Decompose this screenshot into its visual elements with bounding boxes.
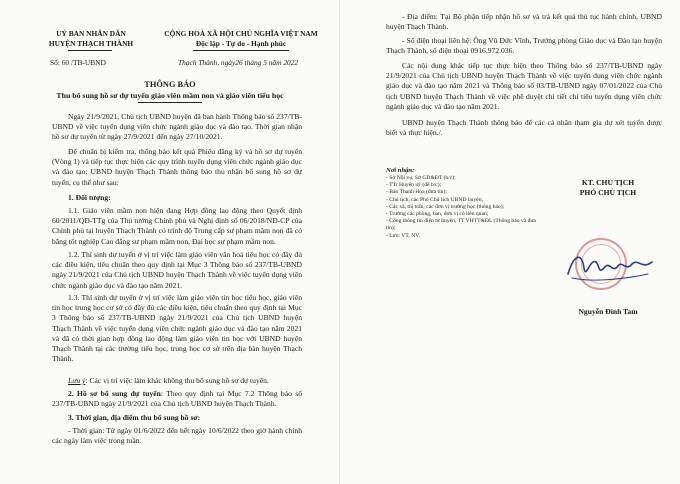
nation-line2: Độc lập - Tự do - Hạnh phúc — [195, 38, 287, 48]
right-para-4: UBND huyện Thạch Thành thông báo để các cá nhân tham gia dự xét tuyển được biết và thực hiện./. — [386, 118, 662, 138]
recipients-label: Nơi nhận: — [386, 167, 415, 174]
header-org — [36, 29, 146, 48]
doc-title: THÔNG BÁO — [144, 80, 196, 89]
handwritten-signature — [560, 244, 660, 288]
para-2: Để chuẩn bị kiểm tra, thông báo kết quả Phiếu đăng ký và hồ sơ dự tuyển (Vòng 1) và tiếp tục thực hiện các quy trình tuyển dụng viên chức ngành giáo dục và đào tạo; UBND huyện Thạch Thành thông báo thu nhận bổ sung hồ sơ dự tuyển, cụ thể như sau: — [52, 147, 302, 187]
heading-3: 3. Thời gian, địa điểm thu bổ sung hồ sơ: — [68, 413, 201, 422]
heading-1: 1. Đối tượng: — [68, 193, 111, 202]
doc-date: Thạch Thành, ngày26 tháng 5 năm 2022 — [178, 58, 299, 67]
recipient-item: - Trường các phòng, ban, đơn vị có liên quan; — [386, 211, 489, 218]
doc-number: Số: 60 /TB-UBND — [50, 58, 106, 67]
org-underline — [68, 50, 112, 51]
signature-line2: PHÓ CHỦ TỊCH — [579, 188, 637, 197]
doc-subtitle: Thu bổ sung hồ sơ dự tuyển giáo viên mầm non và giáo viên tiểu học — [56, 91, 284, 100]
org-line2: HUYỆN THẠCH THÀNH — [48, 38, 134, 48]
recipient-item: - Cổng thông tin điện tử huyện, TT VHTT&ĐL (Thông báo và đưa tin); — [386, 218, 536, 232]
recipient-item: - Các xã, thị trấn, các đơn vị trường học (thông báo); — [386, 203, 505, 210]
recipient-item: - Lưu: VT, NV. — [386, 232, 420, 239]
signer-name: Nguyễn Đình Tam — [578, 307, 638, 316]
title-underline — [138, 102, 202, 103]
para-3: 1.1. Giáo viên mầm non hiện đang Hợp đồng lao động theo Quyết định 60/2011/QĐ-TTg của Thủ tướng Chính phủ và Nghị định số 06/2018/NĐ-CP của Chính phủ tại huyện Thạch Thành có trình độ Trung cấp sư phạm mầm non đã có bằng tốt nghiệp Cao đẳng sư phạm mầm non, Đại học sư phạm mầm non. — [52, 206, 302, 246]
right-para-1: - Địa điểm: Tại Bộ phận tiếp nhận hồ sơ và trả kết quả thủ tục hành chính, UBND huyện Thạch Thành. — [386, 12, 662, 32]
signature-line1: KT. CHỦ TỊCH — [581, 178, 635, 187]
recipient-item: - TTr Huyện uỷ (để b/c); — [386, 182, 442, 189]
para-1: Ngày 21/9/2021, Chủ tịch UBND huyện đã ban hành Thông báo số 237/TB-UBND về việc tuyển dụng viên chức ngành giáo dục và đào tạo. Thời gian nhận hồ sơ dự tuyển từ ngày 27/9/2021 đến ngày 27/10/2021. — [52, 112, 302, 142]
org-line1: UỶ BAN NHÂN DÂN — [56, 29, 126, 38]
nation-underline — [193, 50, 289, 51]
header-nation — [148, 29, 334, 48]
para-5: 1.3. Thí sinh dự tuyển ở vị trí việc làm giáo viên tin học tiểu học, giáo viên tin học trung học cơ sở có đầy đủ các điều kiện, tiêu chuẩn theo quy định tại Mục 3 Thông báo số 237/TB-UBND ngày 21/9/2021 của Chủ tịch UBND huyện Thạch Thành về việc tuyển dụng viên chức ngành giáo dục và đào tạo năm 2021 và đã có thời gian hợp đồng lao động làm giáo viên tin học với UBND huyện Thạch Thành tại các trường tiểu học, trung học cơ sở trên địa bàn huyện Thạch Thành. — [52, 293, 302, 364]
para-7: - Thời gian: Từ ngày 01/6/2022 đến hết ngày 10/6/2022 theo giờ hành chính các ngày làm việc trong tuần. — [52, 426, 302, 446]
note-text: : Các vị trí việc làm khác không thu bổ sung hồ sơ dự tuyển. — [85, 376, 269, 385]
signature-title — [548, 178, 668, 198]
recipients — [386, 166, 538, 240]
para-6-text: : Theo quy định tại Mục 7.2 Thông báo số 237/TB-UBND ngày 21/9/2021 của Chủ tịch UBND huyện Thạch Thành. — [52, 389, 302, 409]
note — [68, 376, 302, 386]
para-6 — [52, 389, 302, 409]
right-para-3: Các nội dung khác tiếp tục thực hiện theo Thông báo số 237/TB-UBND ngày 21/9/2021 của Chủ tịch UBND huyện Thạch Thành về việc tuyển dụng viên chức ngành giáo dục và đào tạo năm 2021 và Thông báo số 03/TB-UBND ngày 07/01/2022 của Chủ tịch UBND huyện Thạch Thành về việc phê duyệt chi tiết chỉ tiêu tuyển dụng viên chức ngành giáo dục và đào tạo năm 2021. — [386, 61, 662, 111]
note-label: Lưu ý — [68, 376, 86, 385]
recipient-item: - Sở Nội vụ, Sở GD&ĐT (b/c); — [386, 175, 456, 181]
recipient-item: - Chủ tịch, các Phó Chủ tịch UBND huyện; — [386, 196, 484, 203]
para-4: 1.2. Thí sinh dự tuyển ở vị trí việc làm giáo viên văn hoá tiểu học có đầy đủ các điều kiện, tiêu chuẩn theo quy định tại Mục 3 Thông báo số 237/TB-UBND ngày 21/9/2021 của Chủ tịch UBND huyện Thạch Thành về việc tuyển dụng viên chức ngành giáo dục và đào tạo năm 2021. — [52, 250, 302, 290]
heading-2: 2. Hồ sơ bổ sung dự tuyển — [68, 389, 161, 398]
right-para-2: - Số điện thoại liên hệ: Ông Vũ Đức Vĩnh, Trưởng phòng Giáo dục và Đào tạo huyện Thạch Thành, số điện thoại 0916.972.036. — [386, 36, 662, 56]
nation-line1: CỘNG HOÀ XÃ HỘI CHỦ NGHĨA VIỆT NAM — [164, 29, 318, 38]
recipient-item: - Báo Thanh Hóa (đưa tin); — [386, 189, 447, 196]
